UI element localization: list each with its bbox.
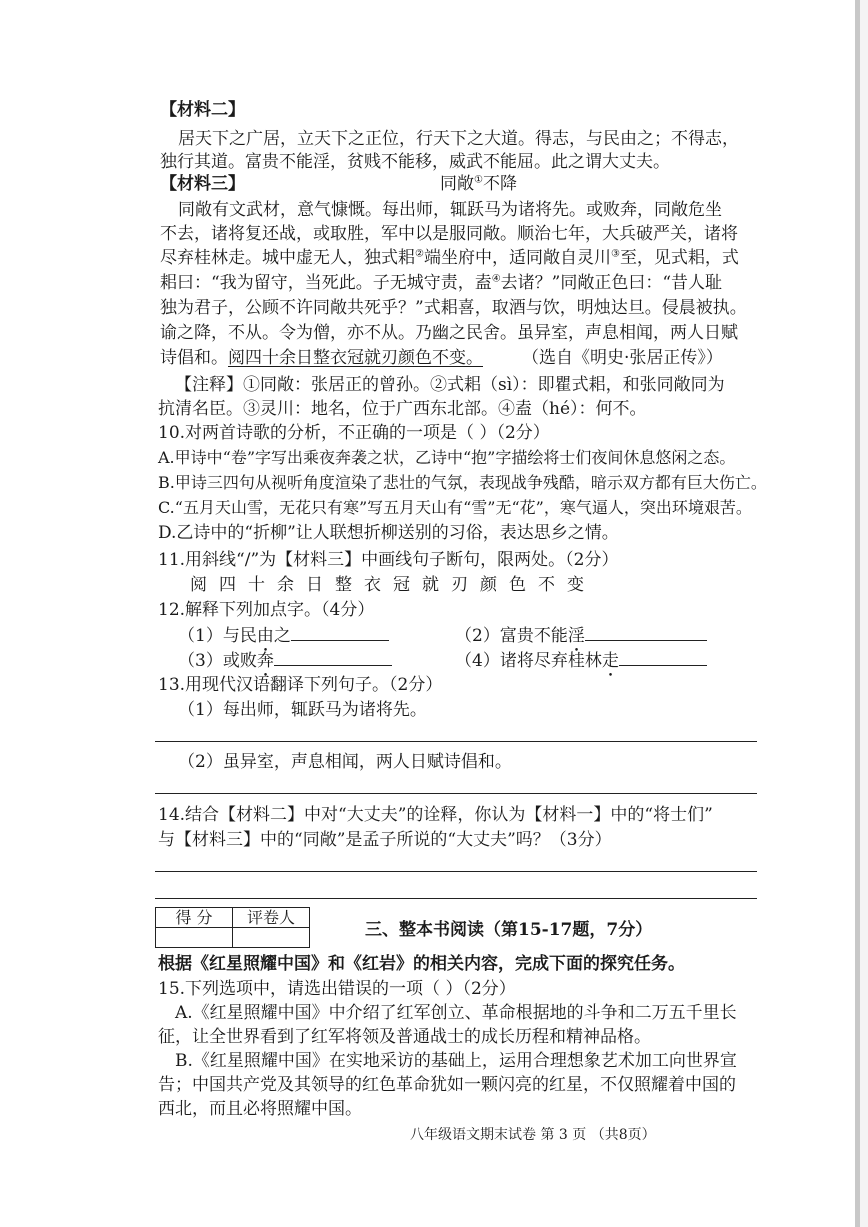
- answer-line[interactable]: [155, 741, 757, 742]
- section3-task: 根据《红星照耀中国》和《红岩》的相关内容，完成下面的探究任务。: [158, 954, 685, 974]
- q13-sentence-2: （2）虽异室，声息相闻，两人日赋诗倡和。: [178, 752, 512, 772]
- q12-stem: 12.解释下列加点字。（4分）: [158, 600, 375, 620]
- q11-sentence: 阅四十余日整衣冠就刃颜色不变: [190, 575, 596, 595]
- q12-item-4: （4）诸将尽弃桂林走: [455, 647, 707, 681]
- material3-line: 独为君子，公顾不许同敞共死乎？”式耜喜，取酒与饮，明烛达旦。侵晨被执。: [160, 298, 747, 318]
- answer-blank[interactable]: [291, 622, 389, 641]
- grader-header: 评卷人: [233, 908, 310, 928]
- q15-option-a-cont: 征，让全世界看到了红军将领及普通战士的成长历程和精神品格。: [158, 1027, 651, 1047]
- q14-line: 与【材料三】中的“同敞”是孟子所说的“大丈夫”吗？（3分）: [158, 830, 612, 850]
- answer-blank[interactable]: [619, 647, 707, 666]
- q15-option-a: A.《红星照耀中国》中介绍了红军创立、革命根据地的斗争和二万五千里长: [175, 1003, 737, 1023]
- q14-line: 14.结合【材料二】中对“大丈夫”的诠释，你认为【材料一】中的“将士们”: [158, 805, 713, 825]
- page-footer: 八年级语文期末试卷 第 3 页 （共8页）: [410, 1127, 656, 1143]
- notes-line: 抗清名臣。③灵川：地名，位于广西东北部。④盍（hé）：何不。: [158, 399, 647, 419]
- material3-line: 谕之降，不从。令为僧，亦不从。乃幽之民舍。虽异室，声息相闻，两人日赋: [160, 323, 738, 343]
- q12-item-3: （3）或败奔: [178, 647, 392, 681]
- section3-title: 三、整本书阅读（第15-17题，7分）: [365, 920, 653, 940]
- answer-line[interactable]: [155, 871, 757, 872]
- material3-line: 不去，诸将复还战，或取胜，军中以是服同敞。顺治七年，大兵破严关，诸将: [160, 224, 738, 244]
- q15-option-b: B.《红星照耀中国》在实地采访的基础上，运用合理想象艺术加工向世界宣: [175, 1051, 737, 1071]
- q10-option-b: B.甲诗三四句从视听角度渲染了悲壮的气氛，表现战争残酷，暗示双方都有巨大伤亡。: [158, 473, 767, 492]
- q15-stem: 15.下列选项中，请选出错误的一项（ ）（2分）: [158, 979, 516, 999]
- q13-stem: 13.用现代汉语翻译下列句子。（2分）: [158, 675, 443, 695]
- material3-line: 耜曰：“我为留守，当死此。子无城守责，盍④去诸？”同敞正色曰：“昔人耻: [160, 273, 723, 293]
- material3-line: 同敞有文武材，意气慷慨。每出师，辄跃马为诸将先。或败奔，同敞危坐: [178, 200, 722, 220]
- q10-option-d: D.乙诗中的“折柳”让人联想折柳送别的习俗，表达思乡之情。: [158, 523, 619, 543]
- q10-stem: 10.对两首诗歌的分析，不正确的一项是（ ）（2分）: [158, 423, 550, 443]
- q15-option-b-cont: 西北，而且必将照耀中国。: [158, 1099, 362, 1119]
- material2-heading: 【材料二】: [160, 100, 245, 120]
- material2-line: 居天下之广居，立天下之正位，行天下之大道。得志，与民由之；不得志，: [178, 129, 739, 149]
- q12-item-2: （2）富贵不能淫: [455, 622, 707, 656]
- answer-line[interactable]: [155, 793, 757, 794]
- material3-line: 诗倡和。阅四十余日整衣冠就刃颜色不变。: [160, 348, 483, 368]
- answer-blank[interactable]: [274, 647, 392, 666]
- notes-line: 【注释】①同敞：张居正的曾孙。②式耜（sì）：即瞿式耜，和张同敞同为: [175, 375, 725, 395]
- binding-shadow: [855, 0, 860, 1227]
- q10-option-a: A.甲诗中“卷”字写出乘夜奔袭之状，乙诗中“抱”字描绘将士们夜间休息悠闲之态。: [158, 448, 736, 467]
- answer-line[interactable]: [155, 898, 757, 899]
- grader-cell[interactable]: [233, 928, 310, 948]
- page-edge: [860, 0, 868, 1227]
- material3-source: （选自《明史·张居正传》）: [522, 348, 723, 368]
- underlined-sentence: 阅四十余日整衣冠就刃颜色不变。: [228, 348, 483, 368]
- q10-option-c: C.“五月天山雪，无花只有寒”写五月天山有“雪”无“花”，寒气逼人，突出环境艰苦。: [158, 498, 752, 517]
- q15-option-b-cont: 告；中国共产党及其领导的红色革命犹如一颗闪亮的红星，不仅照耀着中国的: [158, 1075, 736, 1095]
- material2-line: 独行其道。富贵不能淫，贫贱不能移，威武不能屈。此之谓大丈夫。: [160, 152, 670, 172]
- score-cell[interactable]: [156, 928, 233, 948]
- q13-sentence-1: （1）每出师，辄跃马为诸将先。: [178, 700, 427, 720]
- material3-heading: 【材料三】: [160, 174, 245, 194]
- q11-stem: 11.用斜线“/”为【材料三】中画线句子断句，限两处。（2分）: [158, 550, 619, 570]
- q12-item-1: （1）与民由之: [178, 622, 389, 656]
- answer-blank[interactable]: [585, 622, 707, 641]
- material3-title: 同敞①不降: [440, 174, 517, 194]
- score-header: 得 分: [156, 908, 233, 928]
- score-table: [155, 907, 310, 948]
- material3-line: 尽弃桂林走。城中虚无人，独式耜②端坐府中，适同敞自灵川③至，见式耜，式: [160, 248, 739, 268]
